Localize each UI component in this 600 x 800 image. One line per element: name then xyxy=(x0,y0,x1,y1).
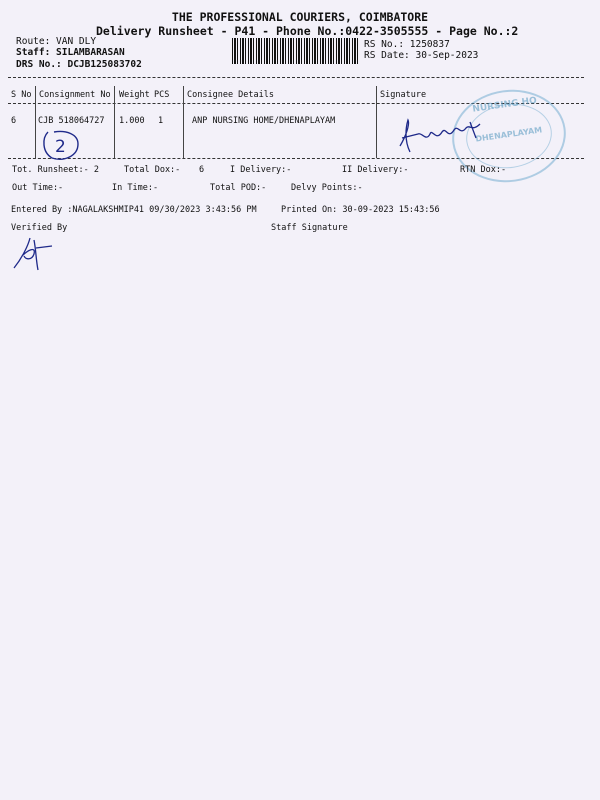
col-weight: Weight xyxy=(119,90,150,100)
total-dox-value: 6 xyxy=(199,165,205,175)
col-signature: Signature xyxy=(380,90,427,100)
total-runsheet: Tot. Runsheet:- 2 xyxy=(12,165,99,175)
in-time: In Time:- xyxy=(112,183,159,193)
row-weight: 1.000 xyxy=(119,116,145,126)
route-label: Route: VAN DLY xyxy=(16,36,97,47)
col-consignment: Consignment No xyxy=(39,90,111,100)
circled-number-mark xyxy=(40,128,84,162)
stamp-line2: DHENAPLAYAM xyxy=(474,125,543,144)
i-delivery: I Delivery:- xyxy=(230,165,292,175)
col-sno: S No xyxy=(11,90,32,100)
entered-by: Entered By :NAGALAKSHMIP41 09/30/2023 3:43:56 PM xyxy=(11,205,257,215)
staff-label: Staff: SILAMBARASAN xyxy=(16,47,125,58)
delivery-points: Delvy Points:- xyxy=(291,183,363,193)
col-consignee: Consignee Details xyxy=(187,90,274,100)
drs-number: DRS No.: DCJB125083702 xyxy=(16,59,142,70)
row-sno: 6 xyxy=(11,116,17,126)
rs-number: RS No.: 1250837 xyxy=(364,39,450,50)
col-pcs: PCS xyxy=(154,90,170,100)
staff-signature-label: Staff Signature xyxy=(271,223,348,233)
ii-delivery: II Delivery:- xyxy=(342,165,409,175)
total-pod: Total POD:- xyxy=(210,183,267,193)
row-consignment: CJB 518064727 xyxy=(38,116,105,126)
company-title: THE PROFESSIONAL COURIERS, COIMBATORE xyxy=(171,10,429,24)
out-time: Out Time:- xyxy=(12,183,64,193)
receiver-signature xyxy=(396,116,496,160)
runsheet-title: Delivery Runsheet - P41 - Phone No.:0422-3505555 - Page No.:2 xyxy=(96,24,519,38)
verified-by-label: Verified By xyxy=(11,223,68,233)
stamp-line1: NURSING HO xyxy=(471,95,538,115)
row-pcs: 1 xyxy=(158,116,164,126)
rs-date: RS Date: 30-Sep-2023 xyxy=(364,50,479,61)
verifier-signature xyxy=(12,236,62,272)
total-dox-label: Total Dox:- xyxy=(124,165,181,175)
table-top-rule xyxy=(8,77,584,78)
row-consignee: ANP NURSING HOME/DHENAPLAYAM xyxy=(192,116,336,126)
rtn-dox: RTN Dox:- xyxy=(460,165,507,175)
circled-number-text: 2 xyxy=(55,137,66,157)
barcode xyxy=(232,38,360,64)
printed-on: Printed On: 30-09-2023 15:43:56 xyxy=(281,205,440,215)
